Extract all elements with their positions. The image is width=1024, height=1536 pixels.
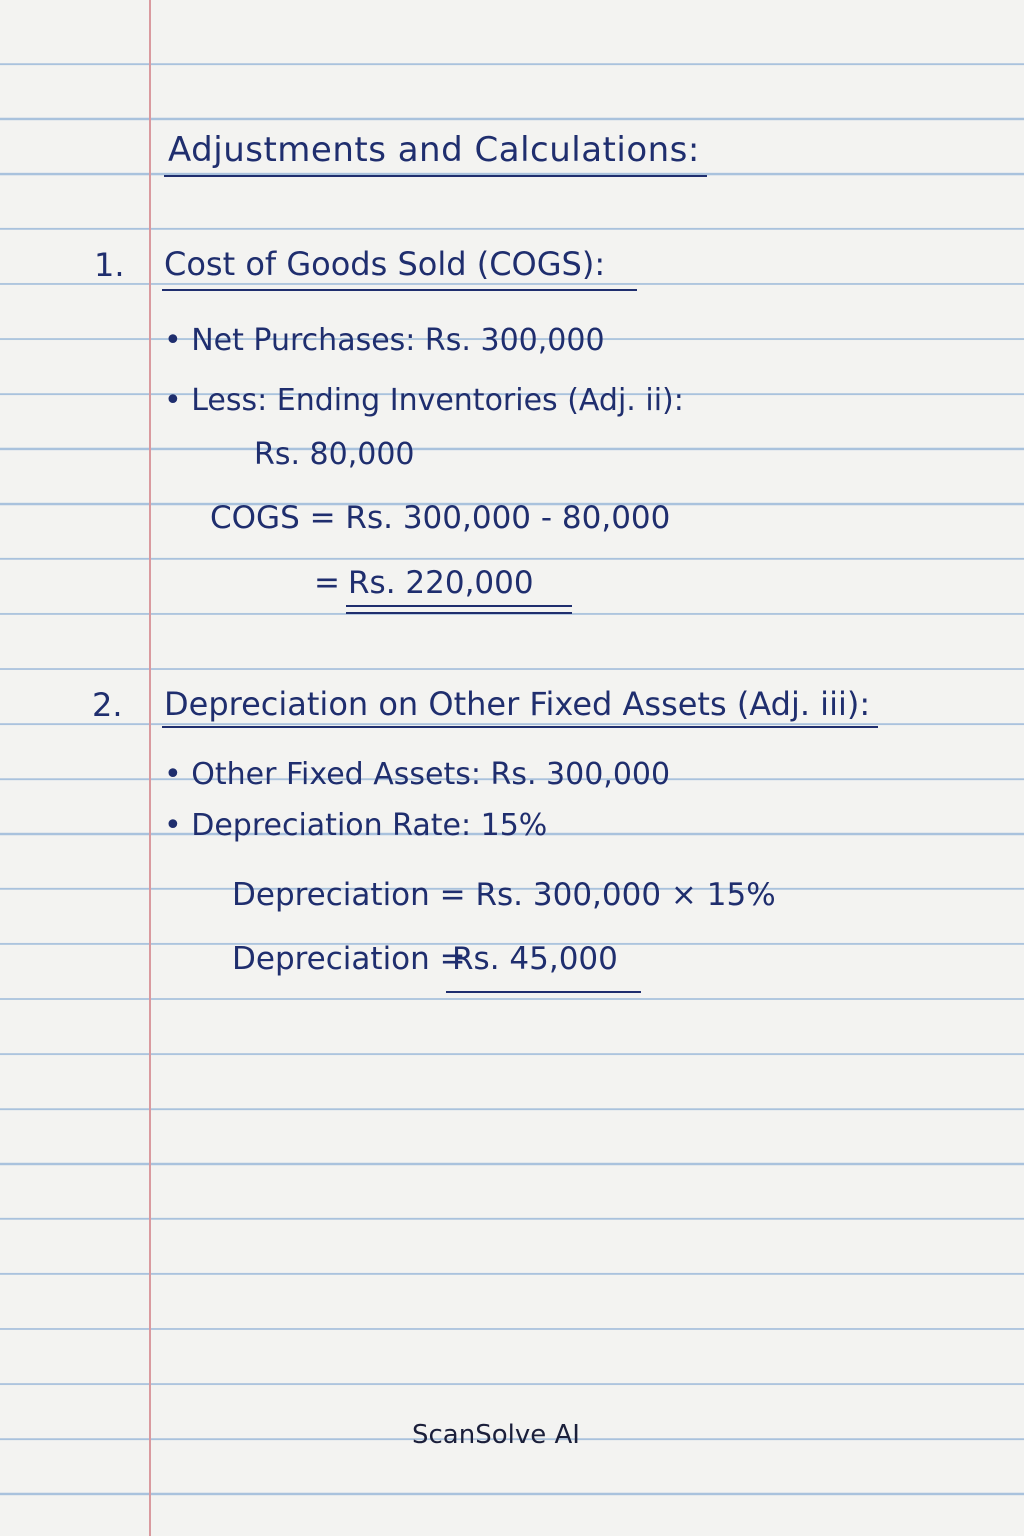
depreciation-equation: Depreciation = Rs. 300,000 × 15% <box>232 877 776 913</box>
title-underline <box>164 175 707 177</box>
section-2-title: Depreciation on Other Fixed Assets (Adj. iii): <box>164 685 871 723</box>
depreciation-result-label: Depreciation = <box>232 941 466 977</box>
cogs-equation: COGS = Rs. 300,000 - 80,000 <box>210 500 671 536</box>
bullet-ending-inventories: • Less: Ending Inventories (Adj. ii): <box>164 383 684 418</box>
bullet-net-purchases: • Net Purchases: Rs. 300,000 <box>164 323 605 358</box>
cogs-result-value: Rs. 220,000 <box>348 565 534 601</box>
margin-line <box>149 0 151 1536</box>
section-2-underline <box>162 726 878 728</box>
depreciation-result-value: Rs. 45,000 <box>452 941 618 977</box>
cogs-result-equals: = <box>314 565 340 601</box>
bullet-other-fixed-assets: • Other Fixed Assets: Rs. 300,000 <box>164 757 671 792</box>
section-2-number: 2. <box>92 686 123 724</box>
page-title: Adjustments and Calculations: <box>168 130 700 170</box>
brand-watermark: ScanSolve AI <box>412 1420 580 1450</box>
section-1-underline <box>162 289 637 291</box>
bullet-depreciation-rate: • Depreciation Rate: 15% <box>164 808 548 843</box>
cogs-double-underline-bottom <box>346 612 572 614</box>
section-1-title: Cost of Goods Sold (COGS): <box>164 245 606 283</box>
depreciation-result-underline <box>446 991 641 993</box>
section-1-number: 1. <box>94 246 125 284</box>
cogs-double-underline-top <box>346 605 572 607</box>
ending-inventories-value: Rs. 80,000 <box>254 437 415 472</box>
